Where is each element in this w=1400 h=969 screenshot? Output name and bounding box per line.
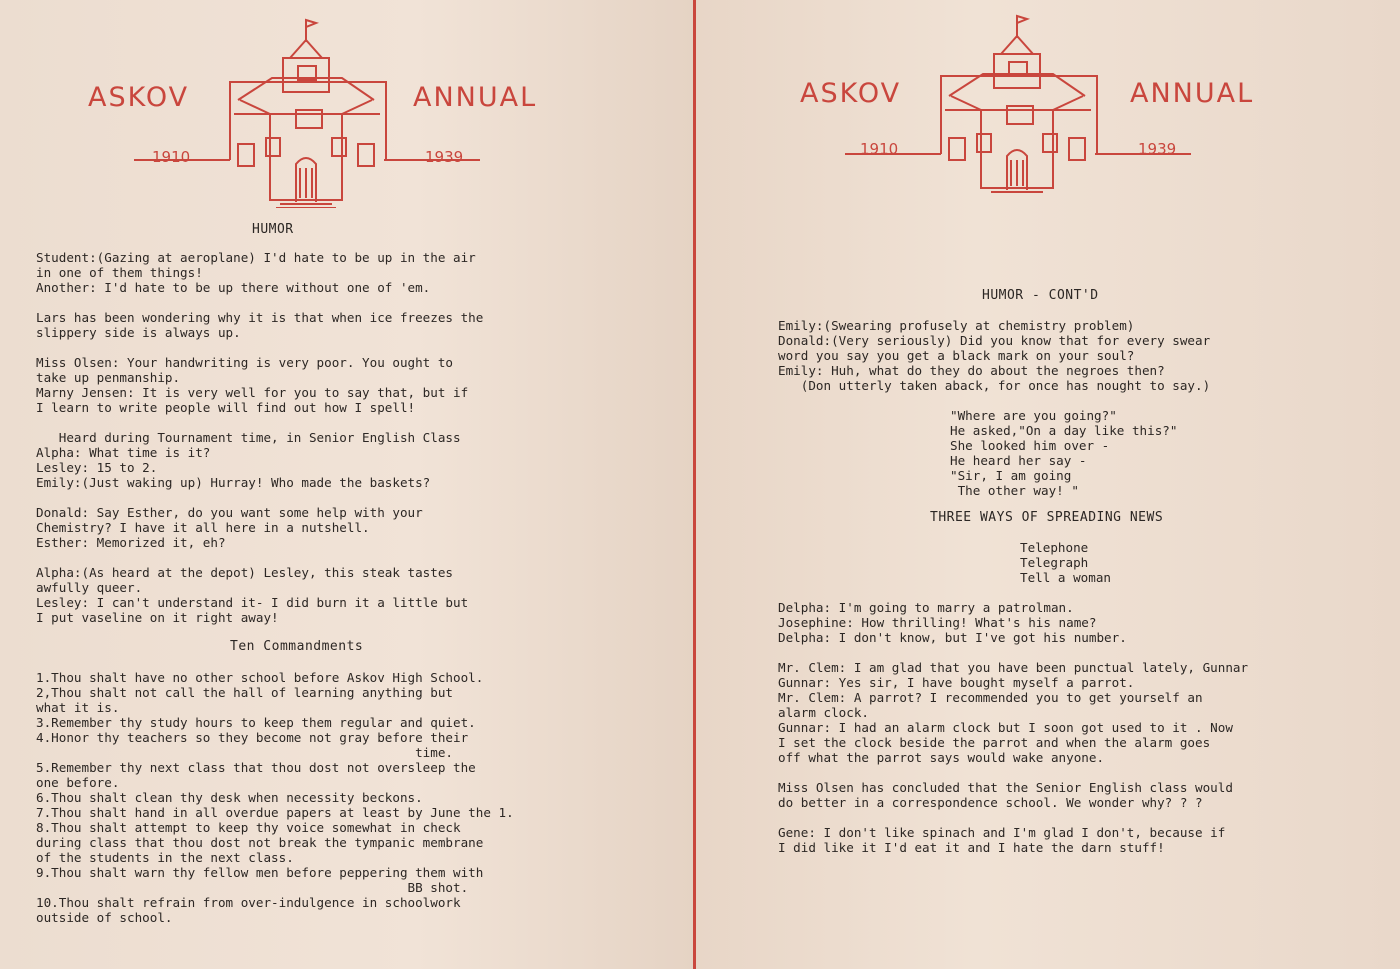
year-start: 1910 [860,140,899,158]
poem-line: "Sir, I am going [950,468,1072,483]
text-line: awfully queer. [36,580,143,595]
text-line: Mr. Clem: I am glad that you have been punctual lately, Gunnar [778,660,1249,675]
left-page [0,0,694,969]
text-line: I did like it I'd eat it and I hate the darn stuff! [778,840,1165,855]
poem-line: The other way! " [950,483,1079,498]
chemistry-dialog [778,318,1210,393]
text-line: Esther: Memorized it, eh? [36,535,226,550]
text-line [36,550,483,565]
poem [950,408,1177,498]
commandment-line: 5.Remember thy next class that thou dost not oversleep the [36,760,476,775]
text-line [778,645,1248,660]
commandment-line: 1.Thou shalt have no other school before Askov High School. [36,670,484,685]
text-line: alarm clock. [778,705,869,720]
commandment-line: 8.Thou shalt attempt to keep thy voice somewhat in check [36,820,461,835]
text-line: Donald: Say Esther, do you want some help with your [36,505,423,520]
text-line [36,295,483,310]
text-line: off what the parrot says would wake anyone. [778,750,1105,765]
text-line: I learn to write people will find out how I spell! [36,400,416,415]
annual-label: ANNUAL [413,82,538,113]
askov-label: ASKOV [800,78,902,109]
news-item: Telephone [1020,540,1089,555]
commandment-line: 4.Honor thy teachers so they become not gray before their [36,730,469,745]
commandment-line: BB shot. [36,880,469,895]
text-line [778,810,1248,825]
news-item: Tell a woman [1020,570,1111,585]
text-line: Mr. Clem: A parrot? I recommended you to get yourself an [778,690,1203,705]
commandment-line: 7.Thou shalt hand in all overdue papers at least by June the 1. [36,805,514,820]
text-line: Gunnar: I had an alarm clock but I soon got used to it . Now [778,720,1233,735]
text-line: Miss Olsen has concluded that the Senior English class would [778,780,1233,795]
news-title: THREE WAYS OF SPREADING NEWS [930,510,1164,525]
text-line: I put vaseline on it right away! [36,610,279,625]
commandment-line: 2,Thou shalt not call the hall of learning anything but [36,685,454,700]
year-end: 1939 [1138,140,1177,158]
dialog-line: (Don utterly taken aback, for once has nought to say.) [778,378,1211,393]
text-line: Student:(Gazing at aeroplane) I'd hate to be up in the air [36,250,476,265]
text-line: I set the clock beside the parrot and when the alarm goes [778,735,1211,750]
text-line: Lars has been wondering why it is that when ice freezes the [36,310,484,325]
text-line: Delpha: I'm going to marry a patrolman. [778,600,1074,615]
dialog-line: Emily: Huh, what do they do about the negroes then? [778,363,1165,378]
dialog-line: Emily:(Swearing profusely at chemistry problem) [778,318,1135,333]
text-line: Lesley: I can't understand it- I did burn it a little but [36,595,469,610]
annual-label: ANNUAL [1130,78,1255,109]
poem-line: He asked,"On a day like this?" [950,423,1178,438]
poem-line: He heard her say - [950,453,1087,468]
text-line: Another: I'd hate to be up there without one of 'em. [36,280,431,295]
text-line [36,490,483,505]
commandment-line: during class that thou dost not break the tympanic membrane [36,835,484,850]
left-humor-text [36,250,483,625]
commandment-line: 10.Thou shalt refrain from over-indulgence in schoolwork [36,895,461,910]
right-humor-text [778,600,1248,855]
commandment-line: of the students in the next class. [36,850,294,865]
text-line: Delpha: I don't know, but I've got his number. [778,630,1127,645]
text-line [778,765,1248,780]
text-line: slippery side is always up. [36,325,241,340]
text-line: Lesley: 15 to 2. [36,460,158,475]
year-end: 1939 [425,148,464,166]
text-line: Gunnar: Yes sir, I have bought myself a parrot. [778,675,1135,690]
askov-label: ASKOV [88,82,190,113]
text-line [36,415,483,430]
text-line [36,340,483,355]
commandments-title: Ten Commandments [230,639,364,654]
news-item: Telegraph [1020,555,1089,570]
right-page [696,0,1400,969]
text-line: Emily:(Just waking up) Hurray! Who made the baskets? [36,475,431,490]
humor-title: HUMOR [252,222,294,237]
text-line: Heard during Tournament time, in Senior English Class [36,430,461,445]
commandments-list [36,670,514,925]
commandment-line: time. [36,745,454,760]
text-line: Chemistry? I have it all here in a nutshell. [36,520,370,535]
year-start: 1910 [152,148,191,166]
text-line: Alpha:(As heard at the depot) Lesley, this steak tastes [36,565,454,580]
dialog-line: word you say you get a black mark on your soul? [778,348,1135,363]
poem-line: She looked him over - [950,438,1110,453]
poem-line: "Where are you going?" [950,408,1117,423]
commandment-line: 3.Remember thy study hours to keep them regular and quiet. [36,715,476,730]
commandment-line: 6.Thou shalt clean thy desk when necessity beckons. [36,790,423,805]
text-line: do better in a correspondence school. We wonder why? ? ? [778,795,1203,810]
commandment-line: outside of school. [36,910,173,925]
commandment-line: what it is. [36,700,120,715]
text-line: Alpha: What time is it? [36,445,211,460]
text-line: Gene: I don't like spinach and I'm glad I don't, because if [778,825,1226,840]
dialog-line: Donald:(Very seriously) Did you know that for every swear [778,333,1211,348]
text-line: Josephine: How thrilling! What's his name? [778,615,1097,630]
commandment-line: one before. [36,775,120,790]
text-line: Miss Olsen: Your handwriting is very poor. You ought to [36,355,454,370]
schoolhouse-logo [130,18,550,208]
text-line: take up penmanship. [36,370,181,385]
text-line: Marny Jensen: It is very well for you to say that, but if [36,385,469,400]
news-list [1020,540,1111,585]
text-line: in one of them things! [36,265,203,280]
schoolhouse-logo [841,14,1261,204]
humor-contd-title: HUMOR - CONT'D [982,288,1099,303]
commandment-line: 9.Thou shalt warn thy fellow men before peppering them with [36,865,484,880]
